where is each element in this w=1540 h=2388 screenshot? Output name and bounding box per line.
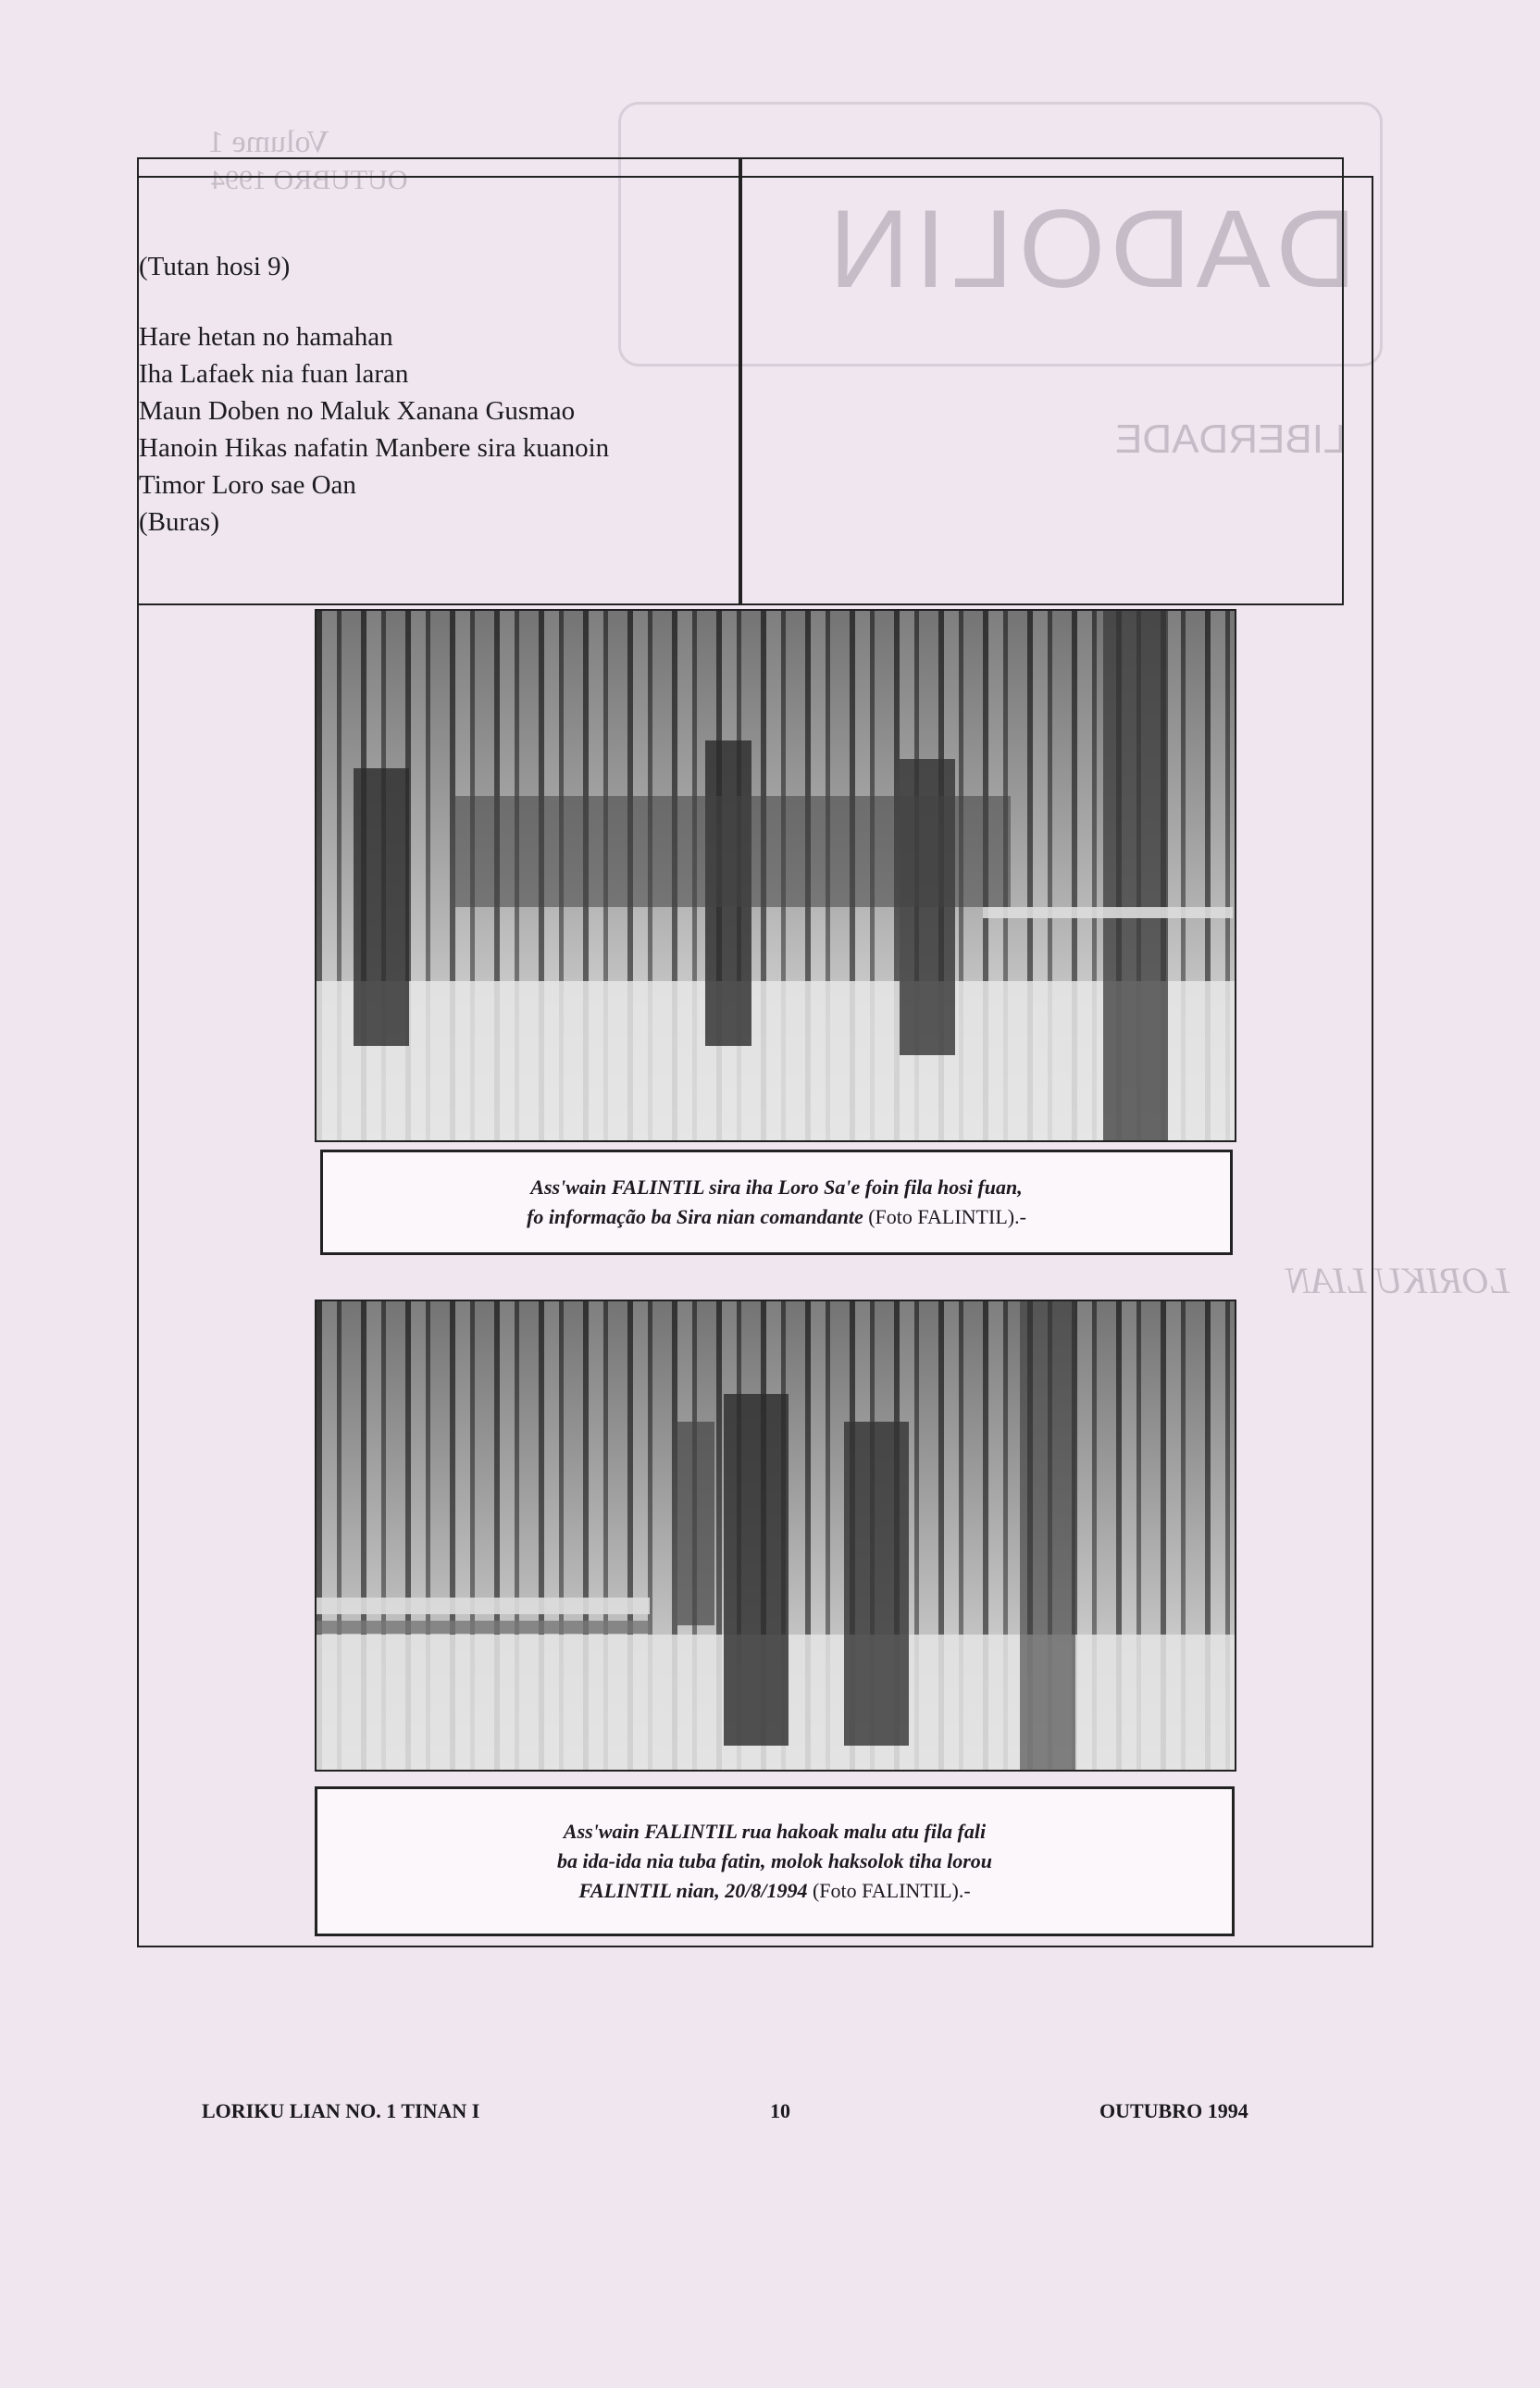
top-right-box xyxy=(739,157,1347,605)
photo-guerrillas-embracing xyxy=(315,1300,1236,1772)
photo-2-caption-line-3 xyxy=(578,1876,970,1906)
continued-note: (Tutan hosi 9) xyxy=(139,252,291,281)
bleed-section2: LORIKU LIAN xyxy=(1286,1260,1510,1301)
photo-2-credit: (Foto FALINTIL).- xyxy=(812,1879,971,1902)
photo-guerrillas-reporting xyxy=(315,609,1236,1142)
photo-1-caption xyxy=(320,1150,1233,1255)
footer-publication: LORIKU LIAN NO. 1 TINAN I xyxy=(202,2099,480,2122)
photo-1-caption-text: fo informação ba Sira nian comandante xyxy=(527,1205,863,1228)
bleed-issue-date: OUTUBRO 1994 xyxy=(211,165,408,195)
footer-date: OUTUBRO 1994 xyxy=(1099,2099,1248,2122)
poem-line: (Buras) xyxy=(139,507,219,537)
poem-line: Iha Lafaek nia fuan laran xyxy=(139,359,409,389)
photo-2-caption-line-2: ba ida-ida nia tuba fatin, molok haksolok tiha lorou xyxy=(556,1849,993,1872)
photo-2-caption-line-1: Ass'wain FALINTIL rua hakoak malu atu fila fali xyxy=(563,1820,987,1843)
poem-block xyxy=(139,248,609,541)
poem-line: Hare hetan no hamahan xyxy=(139,322,393,352)
bleed-masthead: DADOLIN xyxy=(824,187,1357,311)
footer-page-number: 10 xyxy=(770,2099,790,2122)
poem-line: Maun Doben no Maluk Xanana Gusmao xyxy=(139,396,576,426)
photo-2-caption xyxy=(315,1786,1235,1936)
bleed-section: LIBERDADE xyxy=(1115,417,1347,462)
photo-1-caption-line-2 xyxy=(527,1202,1026,1232)
bleed-volume: Volume 1 xyxy=(208,125,329,159)
photo-1-figures xyxy=(317,611,1235,1140)
photo-2-caption-text: FALINTIL nian, 20/8/1994 xyxy=(578,1879,808,1902)
photo-1-credit: (Foto FALINTIL).- xyxy=(868,1205,1026,1228)
poem-line: Hanoin Hikas nafatin Manbere sira kuanoin xyxy=(139,433,610,463)
photo-1-caption-line-1: Ass'wain FALINTIL sira iha Loro Sa'e foin fila hosi fuan, xyxy=(530,1175,1023,1199)
poem-line: Timor Loro sae Oan xyxy=(139,470,356,500)
photo-2-figures xyxy=(317,1301,1235,1770)
